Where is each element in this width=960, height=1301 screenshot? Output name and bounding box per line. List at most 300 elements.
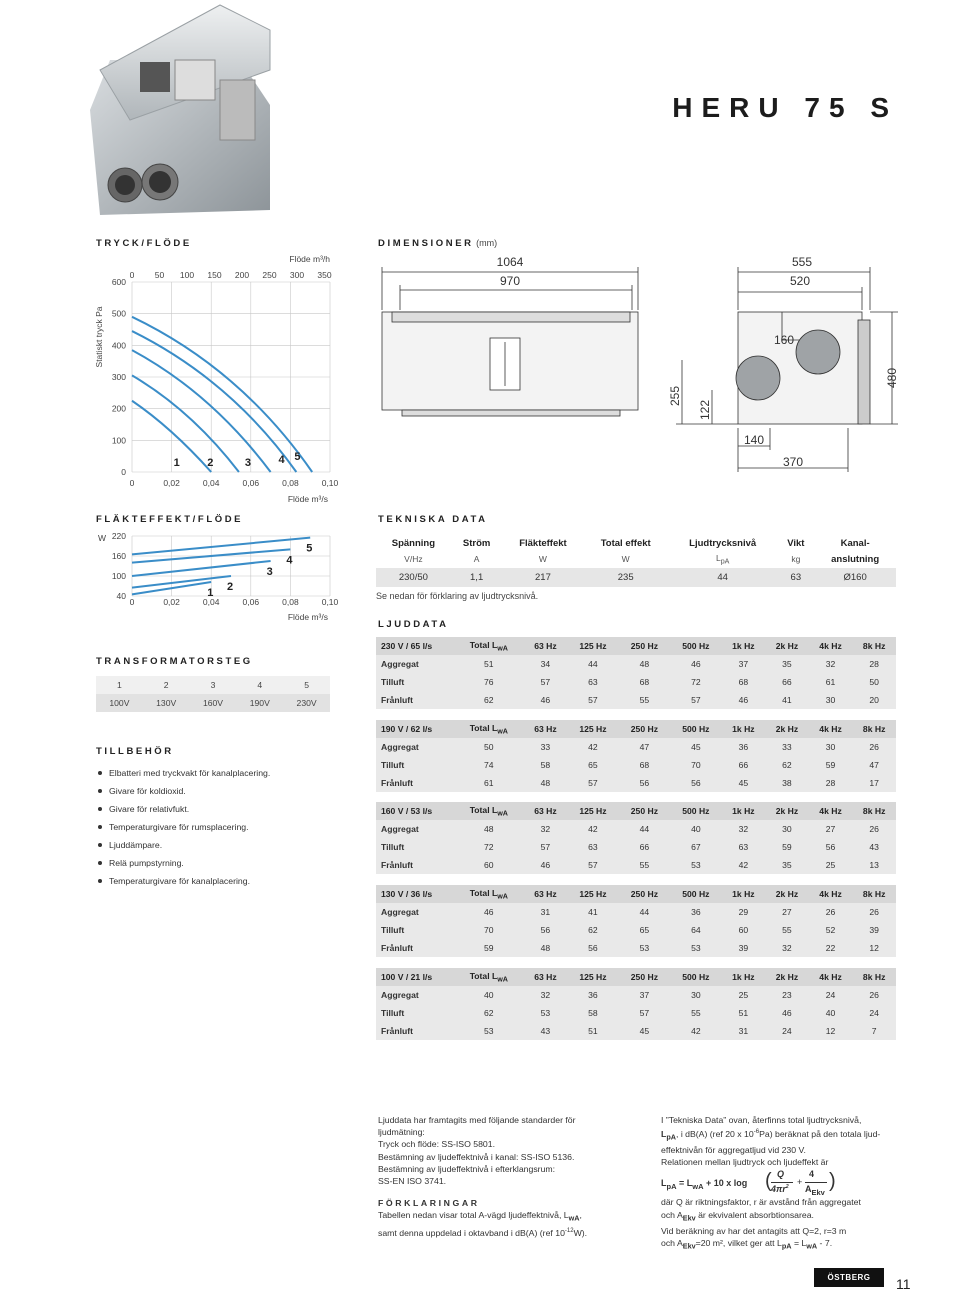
trafo-step: 1 xyxy=(96,676,143,694)
effekt-chart xyxy=(90,526,340,626)
x-tick-label: 0,10 xyxy=(321,478,339,488)
table-row xyxy=(376,756,896,774)
ljud-value: 63 xyxy=(567,673,618,691)
top-tick-label: 50 xyxy=(154,270,165,280)
ljud-condition: 230 V / 65 l/s xyxy=(376,637,454,655)
ljud-value: 43 xyxy=(524,1022,568,1040)
ljud-value: 59 xyxy=(765,838,809,856)
tek-unit: A xyxy=(473,554,480,565)
y-tick-label: 100 xyxy=(111,435,126,446)
top-tick-label: 0 xyxy=(129,270,135,280)
ljud-value: 56 xyxy=(670,774,721,792)
ljud-value: 37 xyxy=(619,986,670,1004)
trafo-volt: 160V xyxy=(190,694,237,712)
ljud-value: 35 xyxy=(765,856,809,874)
ljud-value: 47 xyxy=(619,738,670,756)
tek-header: Spänning xyxy=(391,538,436,549)
ljud-band: 250 Hz xyxy=(619,885,670,903)
ljud-value: 62 xyxy=(454,691,524,709)
curve-label: 2 xyxy=(207,457,214,469)
ljud-band: 125 Hz xyxy=(567,968,618,986)
x-tick-label: 0,02 xyxy=(163,478,180,488)
ljud-band: 125 Hz xyxy=(567,720,618,738)
ljud-value: 39 xyxy=(722,939,766,957)
trafo-volts-row xyxy=(96,694,330,712)
ljud-value: 43 xyxy=(852,838,896,856)
footer-line: Bestämning av ljudeffektnivå i kanal: SS-ISO 5136. xyxy=(378,1151,575,1162)
x-tick-label: 0,10 xyxy=(321,597,339,607)
ljud-band: 1k Hz xyxy=(722,885,766,903)
ljud-band: 250 Hz xyxy=(619,968,670,986)
ljud-row-name: Frånluft xyxy=(376,774,454,792)
dim-520: 520 xyxy=(789,274,811,288)
ljud-table xyxy=(376,968,896,1040)
y-tick-label: 100 xyxy=(111,571,126,581)
ljud-value: 46 xyxy=(670,655,721,673)
table-row xyxy=(376,655,896,673)
table-row xyxy=(376,673,896,691)
curve-label: 5 xyxy=(306,542,313,555)
ljud-value: 52 xyxy=(809,921,853,939)
ljud-band: 125 Hz xyxy=(567,885,618,903)
ljud-value: 57 xyxy=(567,774,618,792)
ljud-value: 74 xyxy=(454,756,524,774)
x-tick-label: 0,02 xyxy=(163,597,180,607)
ljud-value: 46 xyxy=(524,856,568,874)
trafo-volt: 190V xyxy=(236,694,283,712)
dim-122: 122 xyxy=(698,399,712,421)
ljud-value: 13 xyxy=(852,856,896,874)
ljud-value: 44 xyxy=(619,903,670,921)
tek-unit: V/Hz xyxy=(404,554,423,565)
top-tick-label: 150 xyxy=(207,270,222,280)
ljud-value: 66 xyxy=(765,673,809,691)
ljud-value: 42 xyxy=(670,1022,721,1040)
ljud-band: 8k Hz xyxy=(852,637,896,655)
y-tick-label: 300 xyxy=(111,372,126,382)
dims-heading-wrap xyxy=(378,238,497,249)
ljud-band: 4k Hz xyxy=(809,802,853,820)
tek-unit-sub: pA xyxy=(720,557,730,566)
ljud-value: 23 xyxy=(765,986,809,1004)
x-tick-label: 0 xyxy=(129,478,135,488)
x-tick-label: 0,04 xyxy=(202,478,220,488)
ljud-band: 63 Hz xyxy=(524,885,568,903)
top-tick-label: 250 xyxy=(262,270,277,280)
ljud-value: 48 xyxy=(524,939,568,957)
ljud-value: 70 xyxy=(454,921,524,939)
ljud-header-row xyxy=(376,968,896,986)
dimension-drawing xyxy=(370,250,910,485)
tryck-heading: TRYCK/FLÖDE xyxy=(96,238,192,249)
tek-value: 63 xyxy=(777,568,814,587)
ljud-row-name: Tilluft xyxy=(376,673,454,691)
ljud-value: 57 xyxy=(524,673,568,691)
ljud-value: 56 xyxy=(524,921,568,939)
ljud-row-name: Aggregat xyxy=(376,986,454,1004)
ljud-table xyxy=(376,720,896,792)
trafo-step: 4 xyxy=(236,676,283,694)
ljud-row-name: Tilluft xyxy=(376,838,454,856)
ljud-value: 34 xyxy=(524,655,568,673)
ljud-value: 61 xyxy=(809,673,853,691)
dim-1064: 1064 xyxy=(496,255,524,269)
table-row xyxy=(376,939,896,957)
ljud-value: 66 xyxy=(722,756,766,774)
ljud-value: 65 xyxy=(619,921,670,939)
footer-line: effektnivån för aggregatljud vid 230 V. xyxy=(661,1145,806,1156)
tek-header: Kanal- xyxy=(840,538,870,549)
footer-line: Ljuddata har framtagits med följande standarder för xyxy=(378,1115,576,1125)
curve-label: 1 xyxy=(173,457,180,469)
ljud-value: 55 xyxy=(670,1004,721,1022)
ljud-band: 500 Hz xyxy=(670,802,721,820)
y-tick-label: 0 xyxy=(121,467,126,477)
ljud-value: 32 xyxy=(809,655,853,673)
x-tick-label: 0,08 xyxy=(282,478,299,488)
ljud-value: 62 xyxy=(454,1004,524,1022)
ljud-value: 57 xyxy=(670,691,721,709)
footer-line: SS-EN ISO 3741. xyxy=(378,1176,447,1187)
footer-line: och $A_{Ekv}=20$ m², vilket ger att $L_{pA} = L_{wA} - 7$. xyxy=(661,1237,833,1251)
ljud-value: 12 xyxy=(809,1022,853,1040)
footer-line: Relationen mellan ljudtryck och ljudeffekt är xyxy=(661,1157,829,1168)
ljud-value: 60 xyxy=(454,856,524,874)
ljud-value: 64 xyxy=(670,921,721,939)
ljud-value: 45 xyxy=(619,1022,670,1040)
table-row xyxy=(376,838,896,856)
ljud-value: 42 xyxy=(567,820,618,838)
ljud-value: 30 xyxy=(809,738,853,756)
ljud-row-name: Frånluft xyxy=(376,939,454,957)
footer-right xyxy=(661,1114,901,1253)
ljud-band: 1k Hz xyxy=(722,968,766,986)
table-row xyxy=(376,1004,896,1022)
ljud-value: 47 xyxy=(852,756,896,774)
ljud-band: 250 Hz xyxy=(619,802,670,820)
tekniska-unit-row xyxy=(376,551,896,568)
ljud-value: 30 xyxy=(809,691,853,709)
ljud-value: 53 xyxy=(619,939,670,957)
ljud-header-row xyxy=(376,802,896,820)
forklaringar-heading: FÖRKLARINGAR xyxy=(378,1198,480,1209)
ljud-band: 500 Hz xyxy=(670,968,721,986)
ljud-condition: 100 V / 21 l/s xyxy=(376,968,454,986)
ljud-value: 46 xyxy=(765,1004,809,1022)
brand-logo: ÖSTBERG xyxy=(814,1268,884,1287)
curve-label: 4 xyxy=(286,554,293,567)
series-line-3 xyxy=(132,350,271,472)
x-tick-label: 0 xyxy=(129,597,135,607)
ljud-value: 67 xyxy=(670,838,721,856)
ljud-value: 72 xyxy=(670,673,721,691)
curve-label: 1 xyxy=(207,587,214,599)
ljud-band: 63 Hz xyxy=(524,802,568,820)
ljud-band: 500 Hz xyxy=(670,885,721,903)
ljud-value: 53 xyxy=(524,1004,568,1022)
ljud-total-header: Total $L_{wA}$ xyxy=(454,802,524,820)
ljud-value: 35 xyxy=(765,655,809,673)
footer-line: Tabellen nedan visar total A-vägd ljudeffektnivå, $L_{wA}$, xyxy=(378,1210,582,1224)
ljud-table xyxy=(376,885,896,957)
ljud-value: 26 xyxy=(852,986,896,1004)
y-tick-label: 500 xyxy=(111,308,126,319)
y-tick-label: 220 xyxy=(111,531,126,541)
ljud-value: 26 xyxy=(852,820,896,838)
ljud-value: 28 xyxy=(852,655,896,673)
ljud-band: 1k Hz xyxy=(722,802,766,820)
tek-unit-lpa xyxy=(668,551,777,568)
y-axis-label: Statiskt tryck Pa xyxy=(94,306,104,368)
ljud-value: 45 xyxy=(670,738,721,756)
ljud-band: 125 Hz xyxy=(567,802,618,820)
ljud-value: 22 xyxy=(809,939,853,957)
dim-160: 160 xyxy=(773,333,795,347)
y-tick-label: 200 xyxy=(111,403,126,414)
dim-255: 255 xyxy=(668,385,682,407)
table-row xyxy=(376,856,896,874)
tek-value: 230/50 xyxy=(376,568,451,587)
ljud-band: 2k Hz xyxy=(765,885,809,903)
ljud-value: 32 xyxy=(765,939,809,957)
tekniska-value-row xyxy=(376,568,896,587)
ljud-band: 4k Hz xyxy=(809,968,853,986)
product-photo xyxy=(70,0,292,222)
tek-unit: W xyxy=(621,554,630,565)
tillbehor-heading: TILLBEHÖR xyxy=(96,746,174,757)
ljud-band: 63 Hz xyxy=(524,720,568,738)
ljud-value: 55 xyxy=(619,856,670,874)
tillbehor-list xyxy=(96,768,356,894)
ljud-value: 25 xyxy=(722,986,766,1004)
list-item: Elbatteri med tryckvakt för kanalplacering. xyxy=(96,768,356,786)
curve-label: 4 xyxy=(278,454,285,466)
ljud-total-header: Total $L_{wA}$ xyxy=(454,720,524,738)
ljud-value: 53 xyxy=(670,939,721,957)
trafo-step: 5 xyxy=(283,676,330,694)
list-item: Givare för relativfukt. xyxy=(96,804,356,822)
ljud-row-name: Aggregat xyxy=(376,903,454,921)
ljud-value: 51 xyxy=(567,1022,618,1040)
ljud-value: 31 xyxy=(722,1022,766,1040)
ljud-value: 50 xyxy=(454,738,524,756)
ljud-row-name: Tilluft xyxy=(376,921,454,939)
tek-header: Total effekt xyxy=(600,538,651,549)
ljud-value: 24 xyxy=(809,986,853,1004)
ljud-band: 8k Hz xyxy=(852,885,896,903)
tryck-chart xyxy=(90,250,340,512)
footer-line: $L_{pA}$, i dB(A) (ref 20 x $10^{-6}Pa$) beräknat på den totala ljud- xyxy=(661,1129,881,1142)
ljud-table xyxy=(376,637,896,709)
ljud-band: 63 Hz xyxy=(524,637,568,655)
x-tick-label: 0,08 xyxy=(282,597,299,607)
ljud-header-row xyxy=(376,885,896,903)
ljud-value: 31 xyxy=(524,903,568,921)
trafo-volt: 130V xyxy=(143,694,190,712)
ljud-value: 48 xyxy=(619,655,670,673)
ljud-band: 1k Hz xyxy=(722,637,766,655)
x-axis-unit: Flöde m³/s xyxy=(287,494,328,504)
tekniska-table xyxy=(376,536,896,587)
ljud-value: 12 xyxy=(852,939,896,957)
footer-left xyxy=(378,1114,614,1239)
series-line-5 xyxy=(132,317,312,472)
ljud-band: 500 Hz xyxy=(670,637,721,655)
ljud-value: 30 xyxy=(765,820,809,838)
ljud-value: 58 xyxy=(524,756,568,774)
ljud-value: 56 xyxy=(567,939,618,957)
ljud-value: 36 xyxy=(670,903,721,921)
ljud-value: 68 xyxy=(619,756,670,774)
trafo-step: 2 xyxy=(143,676,190,694)
formula: $L_{pA} = L_{wA} + 10$ x log ( Q $4\pi r^2$ + 4 $A_{Ekv}$ ) xyxy=(661,1169,836,1198)
ljud-band: 8k Hz xyxy=(852,968,896,986)
table-row xyxy=(376,903,896,921)
ljud-value: 62 xyxy=(765,756,809,774)
effekt-heading: FLÄKTEFFEKT/FLÖDE xyxy=(96,514,244,525)
dim-370: 370 xyxy=(782,455,804,469)
ljud-row-name: Tilluft xyxy=(376,756,454,774)
tekniska-header-row xyxy=(376,536,896,551)
ljud-value: 57 xyxy=(619,1004,670,1022)
ljud-row-name: Aggregat xyxy=(376,738,454,756)
ljud-band: 63 Hz xyxy=(524,968,568,986)
list-item: Relä pumpstyrning. xyxy=(96,858,356,876)
tek-unit: W xyxy=(538,554,547,565)
ljud-band: 2k Hz xyxy=(765,968,809,986)
ljud-value: 25 xyxy=(809,856,853,874)
curve-label: 2 xyxy=(227,581,234,593)
ljud-band: 2k Hz xyxy=(765,637,809,655)
tek-value: 217 xyxy=(502,568,583,587)
trafo-step: 3 xyxy=(190,676,237,694)
ljud-value: 32 xyxy=(722,820,766,838)
ljud-value: 27 xyxy=(809,820,853,838)
curve-label: 5 xyxy=(294,451,301,463)
x-tick-label: 0,06 xyxy=(242,478,260,488)
ljud-value: 46 xyxy=(454,903,524,921)
trafo-volt: 230V xyxy=(283,694,330,712)
y-axis-label: W xyxy=(98,533,107,543)
table-row xyxy=(376,986,896,1004)
list-item: Temperaturgivare för kanalplacering. xyxy=(96,876,356,894)
ljud-row-name: Frånluft xyxy=(376,1022,454,1040)
tek-header: Ström xyxy=(462,538,491,549)
footer-line: Vid beräkning av har det antagits att Q=2, r=3 m xyxy=(661,1225,847,1236)
ljud-value: 57 xyxy=(524,838,568,856)
ljud-value: 57 xyxy=(567,856,618,874)
ljud-value: 53 xyxy=(670,856,721,874)
ljud-value: 45 xyxy=(722,774,766,792)
series-line-3 xyxy=(132,561,271,576)
table-row xyxy=(376,921,896,939)
x-axis-unit: Flöde m³/s xyxy=(287,612,328,622)
ljud-value: 68 xyxy=(619,673,670,691)
dim-970: 970 xyxy=(499,274,521,288)
ljud-value: 60 xyxy=(722,921,766,939)
ljud-value: 26 xyxy=(852,738,896,756)
ljud-condition: 160 V / 53 l/s xyxy=(376,802,454,820)
y-tick-label: 400 xyxy=(111,340,126,351)
ljud-value: 59 xyxy=(454,939,524,957)
dim-480: 480 xyxy=(885,367,899,389)
ljud-value: 39 xyxy=(852,921,896,939)
ljud-value: 17 xyxy=(852,774,896,792)
ljud-value: 44 xyxy=(619,820,670,838)
ljud-value: 20 xyxy=(852,691,896,709)
ljud-heading: LJUDDATA xyxy=(378,619,449,630)
dims-heading: DIMENSIONER xyxy=(378,238,474,249)
y-tick-label: 600 xyxy=(111,277,126,287)
ljud-band: 4k Hz xyxy=(809,637,853,655)
footer-line: och $A_{Ekv}$ är ekvivalent absorbtionsarea. xyxy=(661,1209,814,1223)
ljud-value: 24 xyxy=(765,1022,809,1040)
tekniska-note: Se nedan för förklaring av ljudtrycksnivå. xyxy=(376,591,539,601)
table-row xyxy=(376,738,896,756)
curve-label: 3 xyxy=(266,566,273,578)
ljud-value: 63 xyxy=(722,838,766,856)
series-line-5 xyxy=(132,538,313,555)
ljud-band: 2k Hz xyxy=(765,802,809,820)
tek-value: 1,1 xyxy=(451,568,503,587)
ljud-band: 125 Hz xyxy=(567,637,618,655)
ljud-value: 29 xyxy=(722,903,766,921)
ljud-row-name: Tilluft xyxy=(376,1004,454,1022)
top-tick-label: 200 xyxy=(234,270,250,280)
ljud-value: 42 xyxy=(567,738,618,756)
ljud-value: 72 xyxy=(454,838,524,856)
ljud-value: 55 xyxy=(619,691,670,709)
ljud-condition: 130 V / 36 l/s xyxy=(376,885,454,903)
ljud-value: 38 xyxy=(765,774,809,792)
ljud-value: 26 xyxy=(809,903,853,921)
ljud-header-row xyxy=(376,720,896,738)
x-tick-label: 0,06 xyxy=(242,597,260,607)
tek-value: Ø160 xyxy=(814,568,896,587)
tek-value: 235 xyxy=(583,568,668,587)
ljud-value: 53 xyxy=(454,1022,524,1040)
table-row xyxy=(376,691,896,709)
tek-header: Fläkteffekt xyxy=(519,538,567,549)
tek-header: Ljudtrycksnivå xyxy=(689,538,757,549)
ljud-value: 48 xyxy=(454,820,524,838)
ljud-band: 4k Hz xyxy=(809,720,853,738)
ljud-value: 66 xyxy=(619,838,670,856)
ljud-value: 30 xyxy=(670,986,721,1004)
ljud-value: 24 xyxy=(852,1004,896,1022)
ljud-value: 36 xyxy=(567,986,618,1004)
ljud-row-name: Aggregat xyxy=(376,655,454,673)
ljud-value: 62 xyxy=(567,921,618,939)
dim-140: 140 xyxy=(743,433,765,447)
footer-line: Bestämning av ljudeffektnivå i efterklangsrum: xyxy=(378,1163,556,1174)
list-item: Givare för koldioxid. xyxy=(96,786,356,804)
list-item: Temperaturgivare för rumsplacering. xyxy=(96,822,356,840)
ljud-value: 40 xyxy=(454,986,524,1004)
ljud-value: 50 xyxy=(852,673,896,691)
y-tick-label: 160 xyxy=(111,551,126,561)
trafo-volt: 100V xyxy=(96,694,143,712)
ljud-value: 37 xyxy=(722,655,766,673)
ljud-value: 40 xyxy=(670,820,721,838)
ljud-value: 65 xyxy=(567,756,618,774)
ljud-value: 7 xyxy=(852,1022,896,1040)
ljud-band: 4k Hz xyxy=(809,885,853,903)
tek-unit: anslutning xyxy=(831,553,880,565)
ljud-value: 70 xyxy=(670,756,721,774)
top-tick-label: 300 xyxy=(289,270,305,280)
ljud-band: 8k Hz xyxy=(852,720,896,738)
